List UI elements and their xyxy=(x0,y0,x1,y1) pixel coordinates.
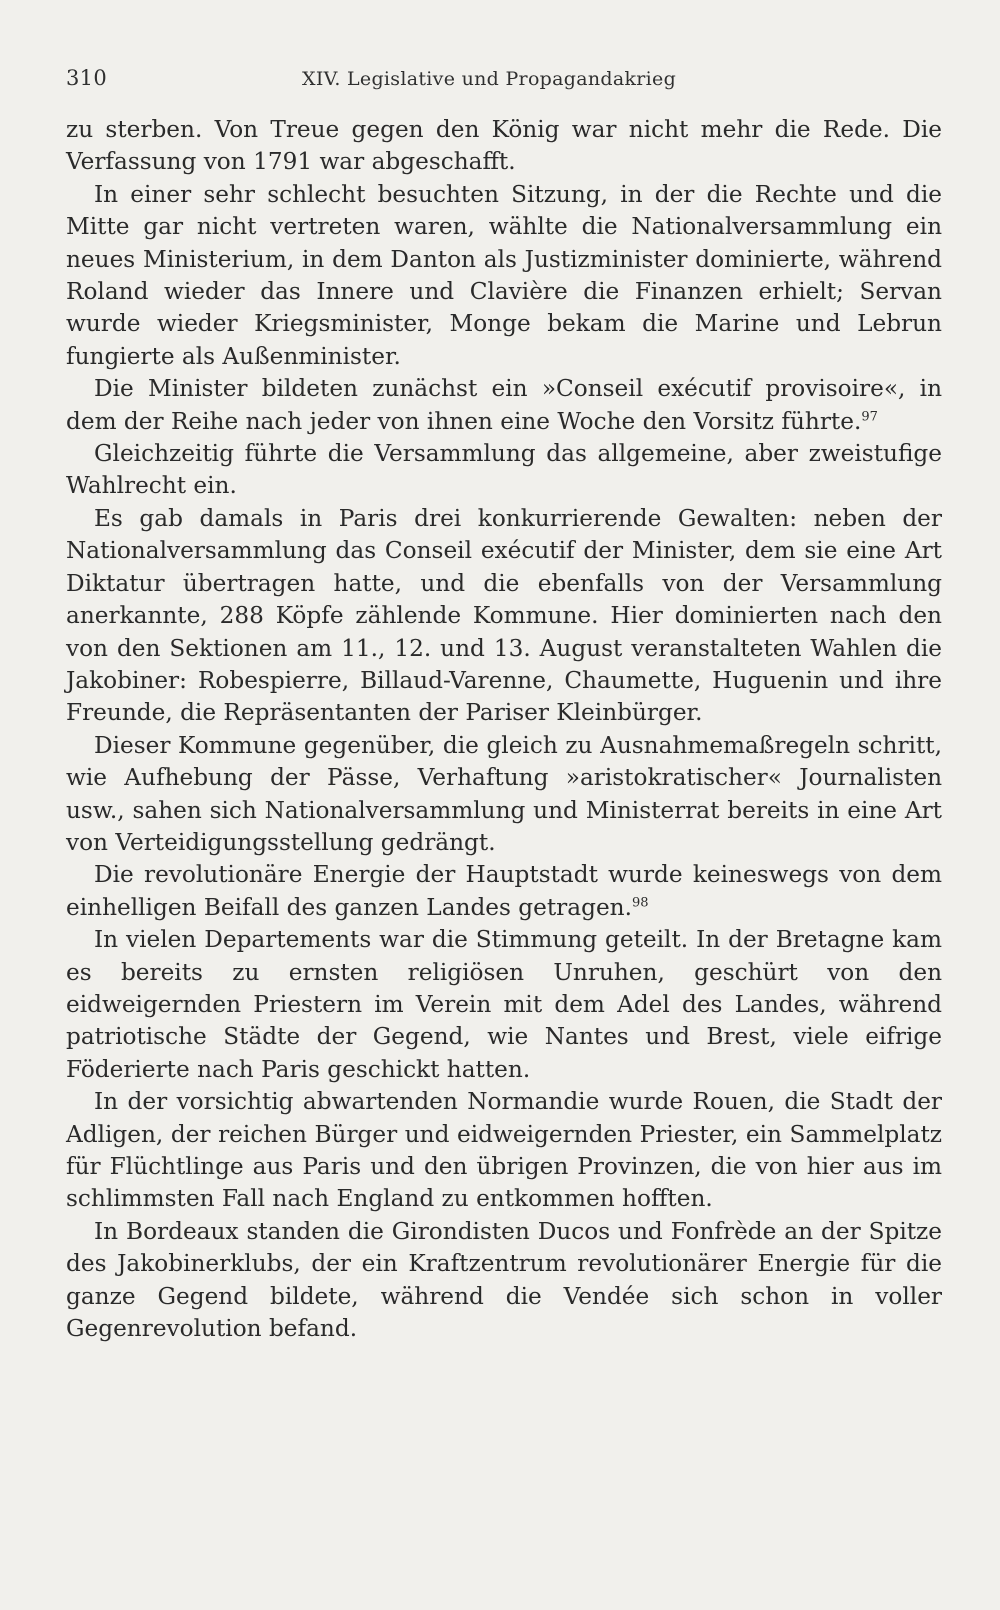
paragraph-text: Die revolutionäre Energie der Hauptstadt wurde keineswegs von dem einhelligen Beifall des ganzen Landes getragen. xyxy=(66,861,942,921)
paragraph xyxy=(66,373,942,438)
book-page xyxy=(66,66,942,1566)
paragraph xyxy=(66,859,942,924)
paragraph-text: In Bordeaux standen die Girondisten Ducos und Fonfrède an der Spitze des Jakobinerklubs, der ein Kraftzentrum revolutionärer Energie für die ganze Gegend bildete, während die Vendée sich schon in voller Gegenrevolution befand. xyxy=(66,1217,942,1343)
paragraph xyxy=(66,730,942,860)
paragraph-text: Gleichzeitig führte die Versammlung das allgemeine, aber zweistufige Wahlrecht ein. xyxy=(66,440,942,500)
body-text xyxy=(66,114,942,1345)
paragraph-text: In vielen Departements war die Stimmung geteilt. In der Bretagne kam es bereits zu ernsten religiösen Unruhen, geschürt von den eidweigernden Priestern im Verein mit dem Adel des Landes, während patriotische Städte der Gegend, wie Nantes und Brest, viele eifrige Föderierte nach Paris geschickt hatten. xyxy=(66,926,942,1083)
paragraph xyxy=(66,179,942,373)
running-head-title: XIV. Legislative und Propagandakrieg xyxy=(302,68,677,90)
paragraph-text: Dieser Kommune gegenüber, die gleich zu Ausnahmemaßregeln schritt, wie Aufhebung der Pässe, Verhaftung »aristokratischer« Journalisten usw., sahen sich Nationalversammlung und Ministerrat bereits in eine Art von Verteidigungsstellung gedrängt. xyxy=(66,731,942,856)
paragraph xyxy=(66,1086,942,1216)
paragraph-text: Es gab damals in Paris drei konkurrierende Gewalten: neben der Nationalversammlung das Conseil exécutif der Minister, dem sie eine Art Diktatur übertragen hatte, und die ebenfalls von der Versammlung anerkannte, 288 Köpfe zählende Kommune. Hier dominierten nach den von den Sektionen am 11., 12. und 13. August veranstalteten Wahlen die Jakobiner: Robespierre, Billaud-Varenne, Chaumette, Huguenin und ihre Freunde, die Repräsentanten der Pariser Kleinbürger. xyxy=(66,504,942,727)
page-number: 310 xyxy=(66,66,107,90)
paragraph xyxy=(66,1216,942,1346)
paragraph xyxy=(66,503,942,730)
paragraph xyxy=(66,438,942,503)
paragraph xyxy=(66,924,942,1086)
paragraph-text: In einer sehr schlecht besuchten Sitzung, in der die Rechte und die Mitte gar nicht vertreten waren, wählte die Nationalversammlung ein neues Ministerium, in dem Danton als Justizminister dominierte, während Roland wieder das Innere und Clavière die Finanzen erhielt; Servan wurde wieder Kriegsminister, Monge bekam die Marine und Lebrun fungierte als Außenminister. xyxy=(66,180,942,370)
paragraph xyxy=(66,114,942,179)
paragraph-text: Die Minister bildeten zunächst ein »Conseil exécutif provisoire«, in dem der Reihe nach jeder von ihnen eine Woche den Vorsitz führte. xyxy=(66,375,942,435)
footnote-marker: 97 xyxy=(861,408,878,424)
paragraph-text: zu sterben. Von Treue gegen den König war nicht mehr die Rede. Die Verfassung von 1791 war abgeschafft. xyxy=(66,116,942,176)
paragraph-text: In der vorsichtig abwartenden Normandie wurde Rouen, die Stadt der Adligen, der reichen Bürger und eidweigernden Priester, ein Sammelplatz für Flüchtlinge aus Paris und den übrigen Provinzen, die von hier aus im schlimmsten Fall nach England zu entkommen hofften. xyxy=(66,1088,942,1213)
running-head xyxy=(66,66,942,106)
footnote-marker: 98 xyxy=(631,895,649,911)
